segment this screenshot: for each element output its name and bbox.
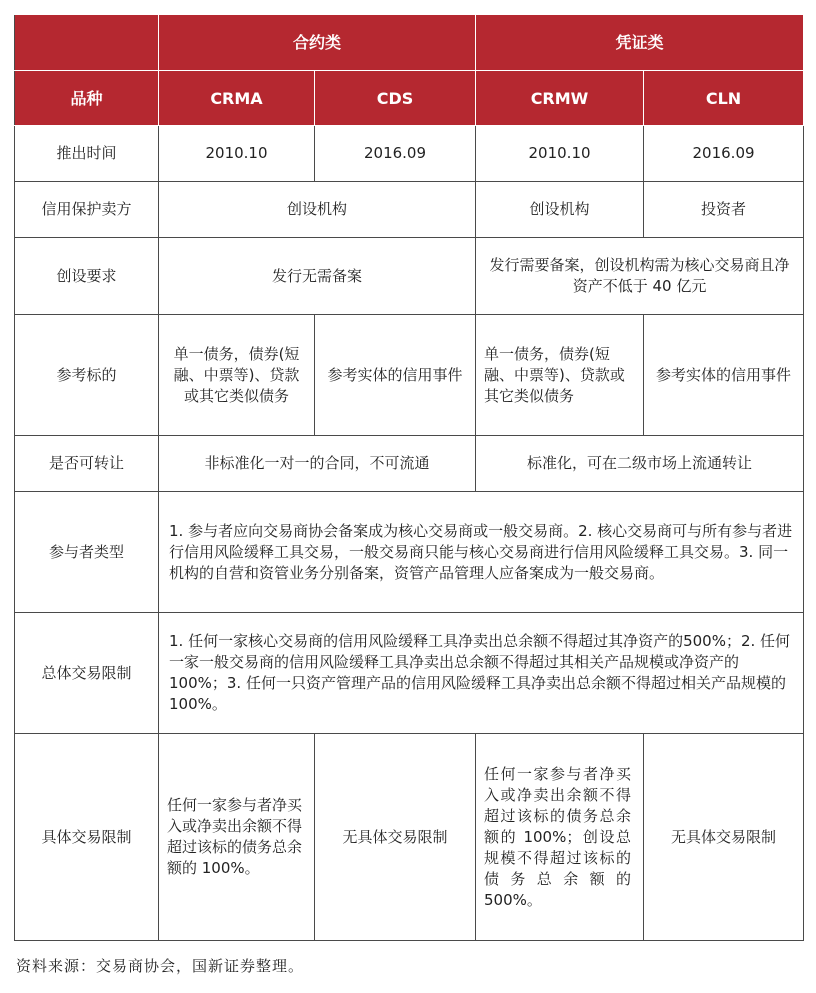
source-note: 资料来源：交易商协会，国新证券整理。 xyxy=(16,957,305,975)
cell-launch-cds: 2016.09 xyxy=(315,126,476,182)
cell-seller-crmw: 创设机构 xyxy=(476,182,644,238)
row-label-specific-limit: 具体交易限制 xyxy=(15,734,159,941)
header-empty-cell xyxy=(15,15,159,71)
cell-overall-limit-text: 1. 任何一家核心交易商的信用风险缓释工具净卖出总余额不得超过其净资产的500%；2. 任何一家一般交易商的信用风险缓释工具净卖出总余额不得超过其相关产品规模或净资产的 100%；3. 任何一只资产管理产品的信用风险缓释工具净卖出总余额不得超过相关产品规模的 100%。 xyxy=(159,613,804,734)
table-row-transfer xyxy=(15,436,804,492)
cell-specific-limit-cln: 无具体交易限制 xyxy=(644,734,804,941)
cell-launch-crma: 2010.10 xyxy=(159,126,315,182)
header-group-row xyxy=(15,15,804,71)
row-label-transfer: 是否可转让 xyxy=(15,436,159,492)
table-row-specific-limit xyxy=(15,734,804,941)
cell-transfer-contract: 非标准化一对一的合同，不可流通 xyxy=(159,436,476,492)
table-row-overall-limit xyxy=(15,613,804,734)
table-row-seller xyxy=(15,182,804,238)
row-label-launch: 推出时间 xyxy=(15,126,159,182)
cell-seller-contract: 创设机构 xyxy=(159,182,476,238)
header-group-voucher: 凭证类 xyxy=(476,15,804,71)
cell-specific-limit-cds: 无具体交易限制 xyxy=(315,734,476,941)
cell-launch-crmw: 2010.10 xyxy=(476,126,644,182)
header-col-crmw: CRMW xyxy=(476,71,644,126)
cell-participants-text: 1. 参与者应向交易商协会备案成为核心交易商或一般交易商。2. 核心交易商可与所有参与者进行信用风险缓释工具交易，一般交易商只能与核心交易商进行信用风险缓释工具交易。3. 同一机构的自营和资管业务分别备案，资管产品管理人应备案成为一般交易商。 xyxy=(159,492,804,613)
row-label-seller: 信用保护卖方 xyxy=(15,182,159,238)
cell-reference-cds: 参考实体的信用事件 xyxy=(315,315,476,436)
header-col-cds: CDS xyxy=(315,71,476,126)
cell-specific-limit-crma: 任何一家参与者净买入或净卖出余额不得超过该标的债务总余额的 100%。 xyxy=(159,734,315,941)
header-col-label: 品种 xyxy=(15,71,159,126)
cell-reference-crmw: 单一债务，债券(短融、中票等)、贷款或其它类似债务 xyxy=(476,315,644,436)
comparison-table xyxy=(14,14,804,941)
cell-requirement-voucher: 发行需要备案，创设机构需为核心交易商且净资产不低于 40 亿元 xyxy=(476,238,804,315)
row-label-requirement: 创设要求 xyxy=(15,238,159,315)
cell-specific-limit-crmw: 任何一家参与者净买入或净卖出余额不得超过该标的债务总余额的 100%；创设总规模不得超过该标的债务总余额的 500%。 xyxy=(476,734,644,941)
table-row-launch xyxy=(15,126,804,182)
header-col-crma: CRMA xyxy=(159,71,315,126)
header-col-cln: CLN xyxy=(644,71,804,126)
table-row-participants xyxy=(15,492,804,613)
cell-seller-cln: 投资者 xyxy=(644,182,804,238)
table-row-reference xyxy=(15,315,804,436)
table-row-requirement xyxy=(15,238,804,315)
cell-reference-cln: 参考实体的信用事件 xyxy=(644,315,804,436)
header-column-row xyxy=(15,71,804,126)
cell-launch-cln: 2016.09 xyxy=(644,126,804,182)
cell-requirement-contract: 发行无需备案 xyxy=(159,238,476,315)
cell-transfer-voucher: 标准化，可在二级市场上流通转让 xyxy=(476,436,804,492)
cell-reference-crma: 单一债务，债券(短融、中票等)、贷款或其它类似债务 xyxy=(159,315,315,436)
row-label-participants: 参与者类型 xyxy=(15,492,159,613)
header-group-contract: 合约类 xyxy=(159,15,476,71)
row-label-overall-limit: 总体交易限制 xyxy=(15,613,159,734)
row-label-reference: 参考标的 xyxy=(15,315,159,436)
